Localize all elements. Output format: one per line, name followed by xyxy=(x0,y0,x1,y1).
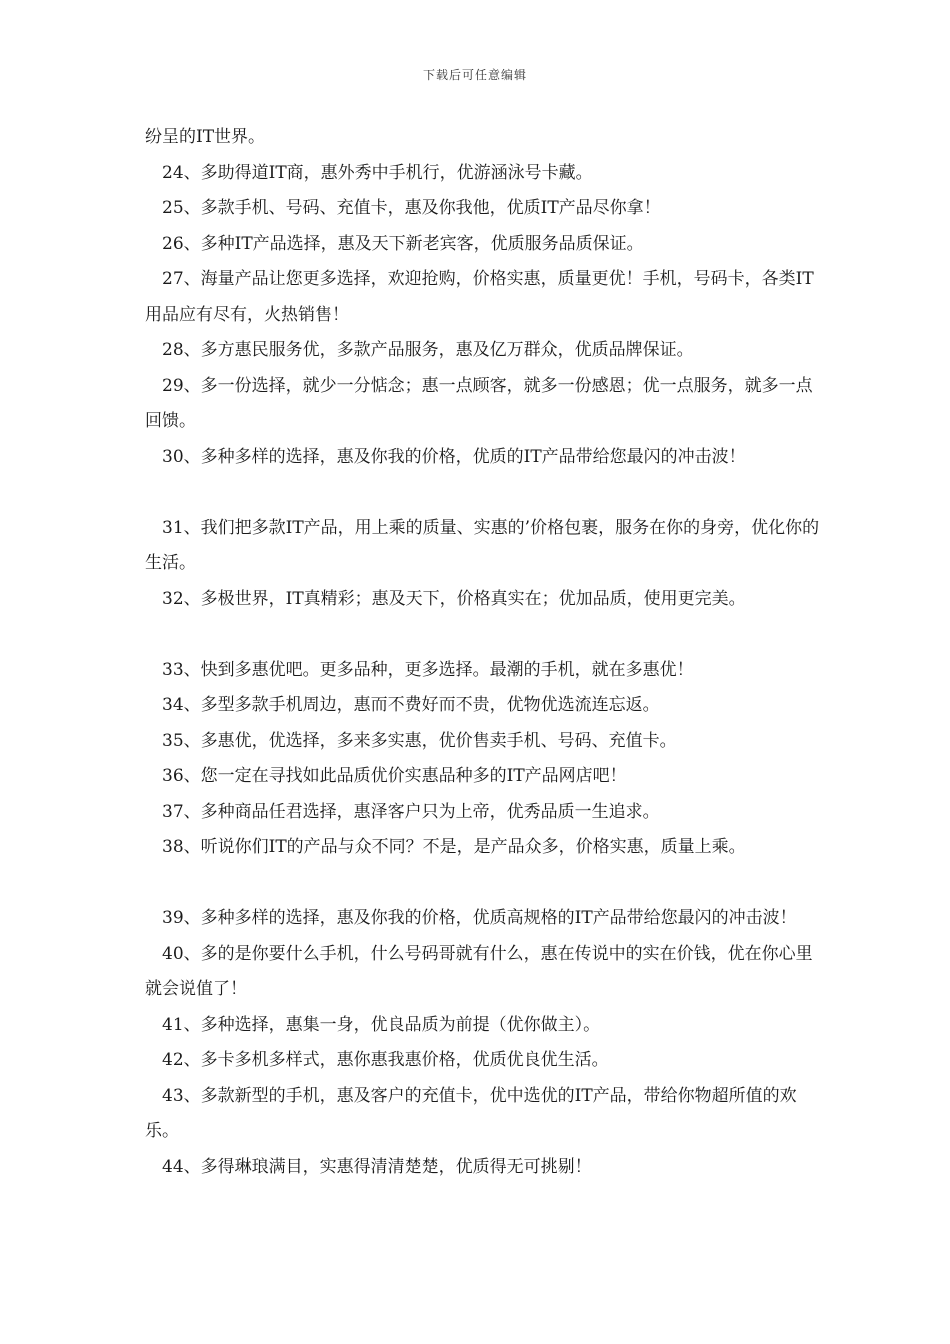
paragraph-spacer xyxy=(145,617,825,653)
paragraph: 30、多种多样的选择，惠及你我的价格，优质的IT产品带给您最闪的冲击波！ xyxy=(162,446,746,467)
paragraph: 39、多种多样的选择，惠及你我的价格，优质高规格的IT产品带给您最闪的冲击波！ xyxy=(162,908,797,928)
paragraph: 36、您一定在寻找如此品质优价实惠品种多的IT产品网店吧！ xyxy=(162,766,627,786)
paragraph: 38、听说你们IT的产品与众不同？不是，是产品众多，价格实惠，质量上乘。 xyxy=(162,837,746,857)
paragraph: 42、多卡多机多样式，惠你惠我惠价格，优质优良优生活。 xyxy=(162,1050,609,1070)
paragraph: 33、快到多惠优吧。更多品种，更多选择。最潮的手机，就在多惠优！ xyxy=(162,659,694,680)
document-body xyxy=(145,120,825,1185)
paragraph: 31、我们把多款IT产品，用上乘的质量、实惠的’价格包裹，服务在你的身旁，优化你的生活。 xyxy=(145,517,820,573)
paragraph: 25、多款手机、号码、充值卡，惠及你我他，优质IT产品尽你拿！ xyxy=(162,198,661,218)
paragraph: 24、多助得道IT商，惠外秀中手机行，优游涵泳号卡藏。 xyxy=(162,162,593,183)
paragraph: 34、多型多款手机周边，惠而不费好而不贵，优物优选流连忘返。 xyxy=(162,695,660,715)
paragraph: 35、多惠优，优选择，多来多实惠，优价售卖手机、号码、充值卡。 xyxy=(162,730,677,751)
paragraph: 纷呈的IT世界。 xyxy=(145,127,266,147)
paragraph: 27、海量产品让您更多选择，欢迎抢购，价格实惠，质量更优！手机，号码卡，各类IT用品应有尽有，火热销售！ xyxy=(145,269,814,325)
paragraph: 28、多方惠民服务优，多款产品服务，惠及亿万群众，优质品牌保证。 xyxy=(162,340,694,360)
page-header: 下载后可任意编辑 xyxy=(422,68,527,82)
paragraph: 41、多种选择，惠集一身，优良品质为前提（优你做主）。 xyxy=(162,1014,601,1035)
paragraph: 26、多种IT产品选择，惠及天下新老宾客，优质服务品质保证。 xyxy=(162,233,644,254)
paragraph-spacer xyxy=(145,866,825,902)
paragraph: 29、多一份选择，就少一分惦念；惠一点顾客，就多一份感恩；优一点服务，就多一点回馈。 xyxy=(145,375,813,431)
paragraph-spacer xyxy=(145,475,825,511)
paragraph: 43、多款新型的手机，惠及客户的充值卡，优中选优的IT产品，带给你物超所值的欢乐。 xyxy=(145,1085,797,1141)
paragraph: 44、多得琳琅满目，实惠得清清楚楚，优质得无可挑剔！ xyxy=(162,1156,592,1177)
paragraph: 37、多种商品任君选择，惠泽客户只为上帝，优秀品质一生追求。 xyxy=(162,801,660,822)
paragraph: 32、多极世界，IT真精彩；惠及天下，价格真实在；优加品质，使用更完美。 xyxy=(162,588,746,609)
paragraph: 40、多的是你要什么手机，什么号码哥就有什么，惠在传说中的实在价钱，优在你心里就会说值了！ xyxy=(145,943,813,999)
